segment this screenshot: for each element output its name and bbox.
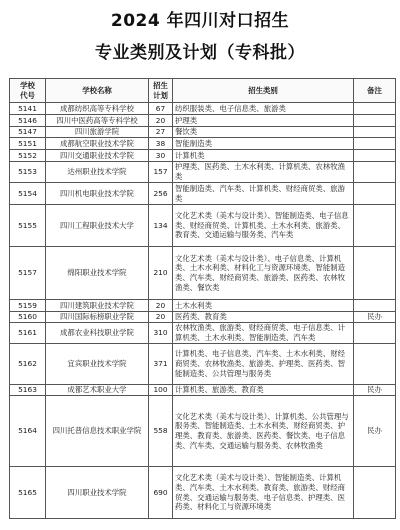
school-name-cell: 四川工程职业技术大学 [46,205,149,247]
school-code-cell: 5146 [10,115,46,127]
plan-count-cell: 67 [149,103,173,115]
note-cell [354,323,396,344]
category-cell: 文化艺术类（美术与设计类）、智能制造类、计算机类、汽车类、土木水利类、教育类、旅游类、财经商贸类、交通运输与服务类、电子信息类、护理类、医药类、材料化工与资源环境类 [173,467,354,519]
table-header-row [10,79,396,103]
plan-count-cell: 20 [149,115,173,127]
category-cell: 餐饮类 [173,127,354,138]
note-cell [354,344,396,385]
plan-count-cell: 690 [149,467,173,519]
plan-count-cell: 30 [149,150,173,162]
school-code-cell: 5151 [10,138,46,150]
note-cell [354,205,396,247]
table-row [10,396,396,467]
category-cell: 护理类、医药类、土木水利类、计算机类、农林牧渔类 [173,162,354,183]
note-cell [354,103,396,115]
category-cell: 纺织服装类、电子信息类、旅游类 [173,103,354,115]
table-row [10,205,396,247]
plan-count-cell: 100 [149,385,173,396]
category-cell: 农林牧渔类、旅游类、财经商贸类、电子信息类、计算机类、土木水利类、智能制造类、汽车类 [173,323,354,344]
school-code-cell: 5159 [10,300,46,312]
table-row [10,312,396,323]
school-code-cell: 5153 [10,162,46,183]
school-name-cell: 成都艺术职业大学 [46,385,149,396]
note-cell [354,467,396,519]
school-name-cell: 达州职业技术学院 [46,162,149,183]
header-note: 备注 [354,79,396,103]
note-cell: 民办 [354,396,396,467]
school-code-cell: 5163 [10,385,46,396]
enrollment-plan-table [9,78,396,519]
school-name-cell: 成都农业科技职业学院 [46,323,149,344]
header-category: 招生类别 [173,79,354,103]
school-code-cell: 5164 [10,396,46,467]
table-row [10,115,396,127]
table-row [10,103,396,115]
note-cell [354,300,396,312]
note-cell [354,183,396,205]
document-title-batch: 专业类别及计划（专科批） [95,43,305,63]
table-row [10,150,396,162]
plan-count-cell: 38 [149,138,173,150]
plan-count-cell: 134 [149,205,173,247]
header-plan: 招生 计划 [149,79,173,103]
category-cell: 计算机类 [173,150,354,162]
school-name-cell: 四川交通职业技术学院 [46,150,149,162]
plan-count-cell: 20 [149,300,173,312]
plan-count-cell: 310 [149,323,173,344]
school-name-cell: 成都纺织高等专科学校 [46,103,149,115]
school-code-cell: 5160 [10,312,46,323]
school-name-cell: 四川机电职业技术学院 [46,183,149,205]
category-cell: 计算机类、电子信息类、汽车类、土木水利类、财经商贸类、农林牧渔类、旅游类、护理类、医药类、智能制造类、公共管理与服务类 [173,344,354,385]
school-code-cell: 5141 [10,103,46,115]
category-cell: 计算机类、旅游类、教育类 [173,385,354,396]
plan-count-cell: 256 [149,183,173,205]
plan-count-cell: 558 [149,396,173,467]
table-body [10,103,396,519]
school-name-cell: 四川中医药高等专科学校 [46,115,149,127]
table-row [10,138,396,150]
school-code-cell: 5152 [10,150,46,162]
note-cell [354,150,396,162]
category-cell: 智能制造类 [173,138,354,150]
school-name-cell: 绵阳职业技术学院 [46,247,149,300]
category-cell: 土木水利类 [173,300,354,312]
note-cell [354,247,396,300]
document-title-year: 2024 年四川对口招生 [110,11,290,31]
school-name-cell: 成都航空职业技术学院 [46,138,149,150]
school-code-cell: 5165 [10,467,46,519]
note-cell [354,127,396,138]
school-code-cell: 5162 [10,344,46,385]
table-row [10,162,396,183]
school-name-cell: 四川职业技术学院 [46,467,149,519]
note-cell: 民办 [354,385,396,396]
note-cell [354,138,396,150]
table-row [10,467,396,519]
category-cell: 智能制造类、汽车类、计算机类、财经商贸类、旅游类 [173,183,354,205]
plan-count-cell: 20 [149,312,173,323]
school-name-cell: 四川建筑职业技术学院 [46,300,149,312]
school-name-cell: 四川托普信息技术职业学院 [46,396,149,467]
table-row [10,344,396,385]
category-cell: 文化艺术类（美术与设计类）、计算机类、公共管理与服务类、智能制造类、土木水利类、财经商贸类、护理类、教育类、旅游类、医药类、餐饮类、电子信息类、汽车类、交通运输与服务类、农林牧渔类 [173,396,354,467]
school-code-cell: 5155 [10,205,46,247]
plan-count-cell: 371 [149,344,173,385]
plan-count-cell: 27 [149,127,173,138]
plan-count-cell: 210 [149,247,173,300]
category-cell: 医药类、教育类 [173,312,354,323]
note-cell [354,115,396,127]
school-name-cell: 四川国际标榜职业学院 [46,312,149,323]
category-cell: 文化艺术类（美术与设计类）、电子信息类、计算机类、土木水利类、材料化工与资源环境类、智能制造类、汽车类、财经商贸类、旅游类、医药类、农林牧渔类、餐饮类 [173,247,354,300]
school-name-cell: 宜宾职业技术学院 [46,344,149,385]
table-row [10,385,396,396]
school-code-cell: 5154 [10,183,46,205]
school-code-cell: 5157 [10,247,46,300]
plan-count-cell: 157 [149,162,173,183]
table-row [10,127,396,138]
school-code-cell: 5161 [10,323,46,344]
header-school-code: 学校 代号 [10,79,46,103]
category-cell: 文化艺术类（美术与设计类）、智能制造类、电子信息类、财经商贸类、计算机类、土木水利类、旅游类、教育类、交通运输与服务类、汽车类 [173,205,354,247]
header-school-name: 学校名称 [46,79,149,103]
school-code-cell: 5147 [10,127,46,138]
table-row [10,247,396,300]
table-row [10,323,396,344]
note-cell: 民办 [354,312,396,323]
note-cell [354,162,396,183]
school-name-cell: 四川旅游学院 [46,127,149,138]
table-row [10,183,396,205]
table-row [10,300,396,312]
category-cell: 护理类 [173,115,354,127]
